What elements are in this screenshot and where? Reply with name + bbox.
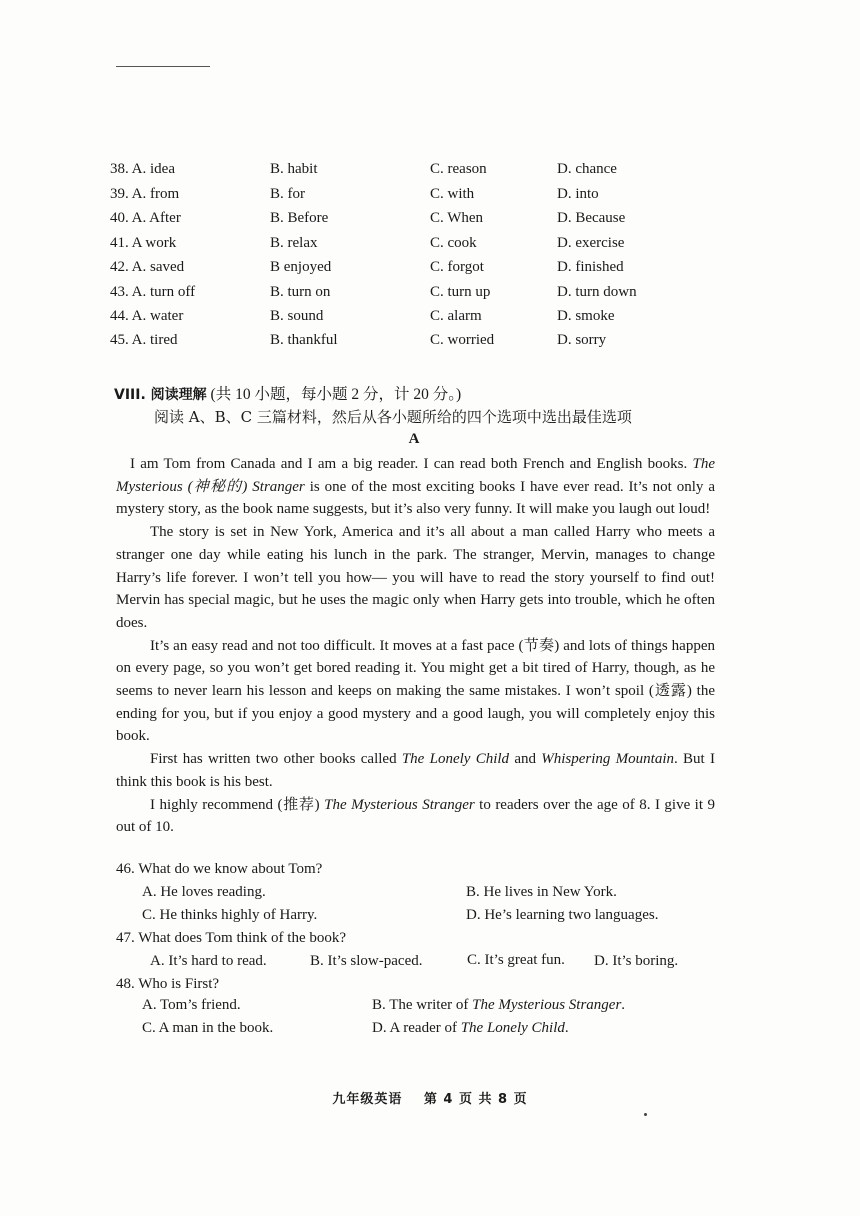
question-46-option-a: A. He loves reading.: [142, 884, 266, 900]
cloze-row-42: [110, 259, 750, 283]
option-c: C. When: [430, 210, 484, 226]
option-text: .: [564, 1020, 569, 1036]
option-b: B. relax: [270, 235, 318, 251]
option-d: D. finished: [557, 259, 624, 275]
book-title: The Mysterious Stranger: [324, 796, 475, 813]
option-b: B. turn on: [270, 284, 331, 300]
option-b: B enjoyed: [270, 259, 332, 275]
question-46-option-b: B. He lives in New York.: [466, 884, 617, 900]
option-a: 42. A. saved: [110, 259, 185, 275]
question-48-option-d: [372, 1020, 569, 1037]
option-b: B. sound: [270, 308, 324, 324]
option-b: B. Before: [270, 210, 329, 226]
cloze-row-38: [110, 161, 750, 185]
scan-speck: [644, 1113, 647, 1116]
option-text: .: [621, 997, 626, 1013]
paragraph-2: The story is set in New York, America and it’s all about a man called Harry who meets a stranger one day while eating his lunch in the park. The stranger, Mervin, manages to change Harry’s life forever. I won’t tell you how— you will have to read the story yourself to find out! Mervin has special magic, but he uses the magic only when Harry gets into trouble, which he often does.: [116, 524, 715, 631]
question-47-option-b: B. It’s slow-paced.: [310, 953, 423, 969]
option-a: 38. A. idea: [110, 161, 175, 177]
paragraph-text: is one of the most exciting books I have ever read. It’s not only a mystery story, as the book name suggests, but it’s also very funny. It will make you laugh out loud!: [116, 478, 715, 518]
paragraph-4: [116, 748, 715, 793]
option-a: 45. A. tired: [110, 332, 178, 348]
paragraph-text: I highly recommend (推荐): [150, 796, 325, 813]
paragraph-1: [116, 453, 715, 521]
option-b: B. thankful: [270, 332, 338, 348]
option-a: 44. A. water: [110, 308, 184, 324]
option-c: C. worried: [430, 332, 495, 348]
option-text: B. The writer of: [372, 997, 473, 1013]
cloze-row-43: [110, 284, 750, 308]
question-47-option-d: D. It’s boring.: [594, 953, 679, 969]
question-46-option-d: D. He’s learning two languages.: [466, 907, 659, 923]
option-d: D. into: [557, 186, 599, 202]
top-rule: [116, 66, 210, 67]
option-d: D. sorry: [557, 332, 607, 348]
option-c: C. turn up: [430, 284, 491, 300]
cloze-row-40: [110, 210, 750, 234]
option-c: C. forgot: [430, 259, 484, 275]
book-title: The Lonely Child: [460, 1020, 565, 1036]
option-c: C. with: [430, 186, 475, 202]
option-a: 43. A. turn off: [110, 284, 196, 300]
book-title: The Mysterious Stranger: [472, 997, 622, 1013]
cloze-row-44: [110, 308, 750, 332]
footer-page-number: 第 4 页 共 8 页: [423, 1092, 528, 1107]
section-instruction: 阅读 A、B、C 三篇材料，然后从各小题所给的四个选项中选出最佳选项: [154, 408, 632, 426]
passage-label: A: [408, 431, 420, 447]
paragraph-text: First has written two other books called: [150, 751, 402, 768]
question-46-option-c: C. He thinks highly of Harry.: [142, 907, 318, 923]
paragraph-3: It’s an easy read and not too difficult. It moves at a fast pace (节奏) and lots of things happen on every page, so you won’t get bored reading it. You might get a bit tired of Harry, though, as he seems to never learn his lesson and keeps on making the same mistakes. I won’t spoil (透露) the ending for you, but if you enjoy a good mystery and a good laugh, you will completely enjoy this book.: [116, 637, 715, 745]
question-48-option-b: [372, 997, 625, 1014]
option-b: B. for: [270, 186, 305, 202]
cloze-row-45: [110, 332, 750, 356]
question-48-option-c: C. A man in the book.: [142, 1020, 274, 1036]
option-text: D. A reader of: [372, 1020, 461, 1036]
option-a: 41. A work: [110, 235, 177, 251]
option-c: C. alarm: [430, 308, 482, 324]
paragraph-text: to readers over the age of 8. I give it 9 out of 10.: [116, 796, 715, 836]
option-d: D. smoke: [557, 308, 615, 324]
paragraph-text: . But I think this book is his best.: [116, 751, 715, 790]
cloze-row-39: [110, 186, 750, 210]
option-a: 40. A. After: [110, 210, 181, 226]
option-d: D. exercise: [557, 235, 625, 251]
section-heading: VIII. 阅读理解: [114, 387, 207, 403]
page-footer: [0, 1088, 860, 1107]
cloze-row-41: [110, 235, 750, 259]
option-d: D. turn down: [557, 284, 637, 300]
paragraph-text: and: [509, 751, 542, 768]
book-title: The Lonely Child: [401, 751, 510, 768]
book-title: The Mysterious (神秘的) Stranger: [116, 456, 716, 495]
question-46-stem: 46. What do we know about Tom?: [116, 861, 323, 877]
paragraph-text: I am Tom from Canada and I am a big reader. I can read both French and English books.: [130, 456, 688, 472]
question-47-stem: 47. What does Tom think of the book?: [116, 930, 347, 946]
reading-passage: [116, 453, 715, 839]
question-48-option-a: A. Tom’s friend.: [142, 997, 241, 1013]
question-47-option-a: A. It’s hard to read.: [150, 953, 267, 969]
section-scoring: (共 10 小题，每小题 2 分，计 20 分。): [210, 386, 462, 403]
option-d: D. Because: [557, 210, 626, 226]
question-47-option-c: C. It’s great fun.: [467, 952, 565, 968]
book-title: Whispering Mountain: [541, 751, 675, 768]
question-48-stem: 48. Who is First?: [116, 976, 220, 992]
footer-subject: 九年级英语: [332, 1092, 403, 1107]
section-title: [114, 382, 461, 404]
paragraph-5: [116, 794, 715, 839]
option-b: B. habit: [270, 161, 318, 177]
option-d: D. chance: [557, 161, 617, 177]
option-c: C. cook: [430, 235, 477, 251]
option-a: 39. A. from: [110, 186, 180, 202]
option-c: C. reason: [430, 161, 487, 177]
